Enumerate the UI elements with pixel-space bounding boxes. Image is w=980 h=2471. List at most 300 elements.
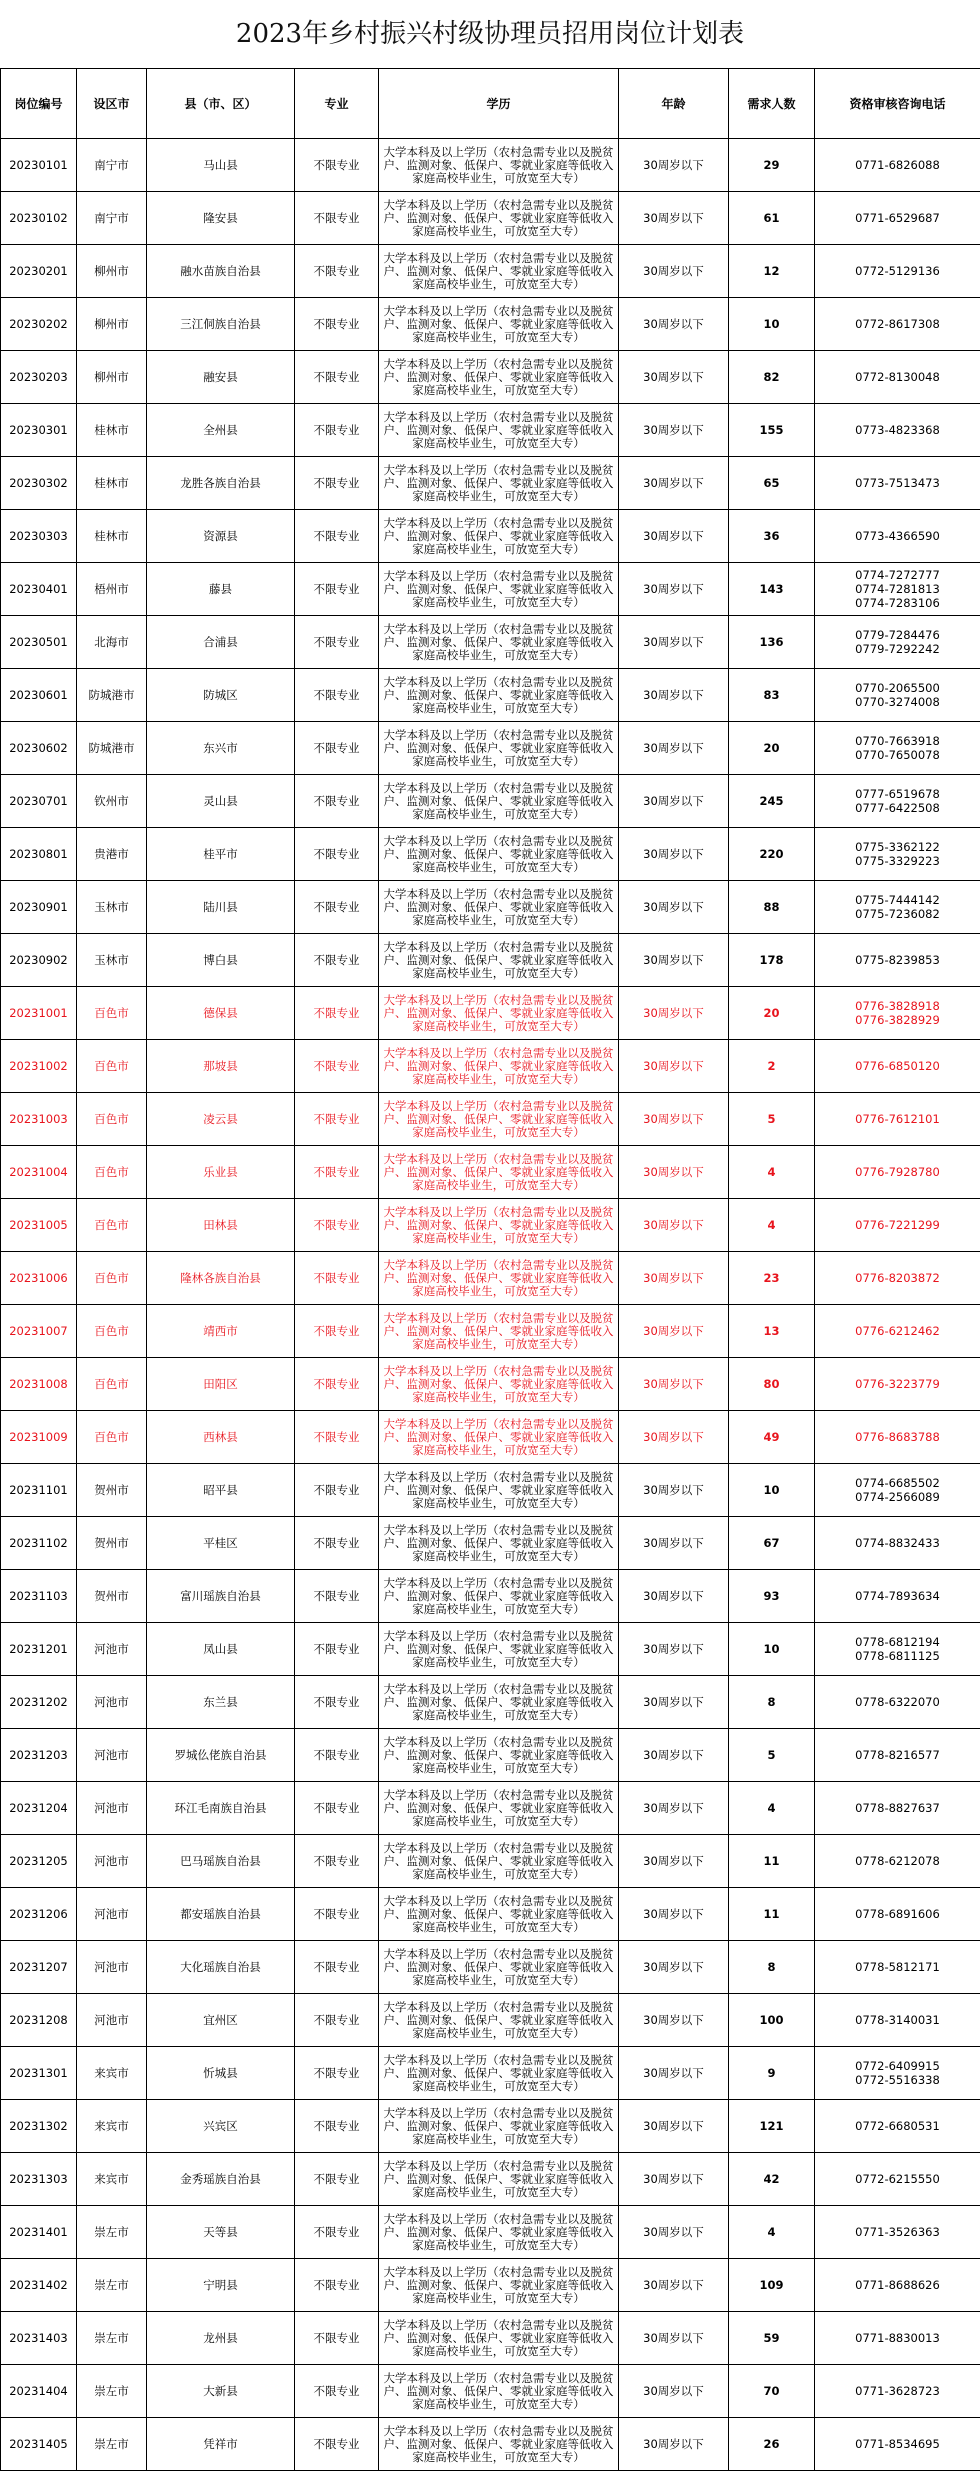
cell-age: 30周岁以下: [619, 2259, 729, 2312]
cell-count: 109: [729, 2259, 815, 2312]
table-row: [1, 2259, 980, 2312]
cell-major: 不限专业: [295, 2365, 379, 2418]
cell-county: 防城区: [147, 669, 295, 722]
cell-phone: 0776-3828918 0776-3828929: [815, 987, 980, 1040]
cell-age: 30周岁以下: [619, 1994, 729, 2047]
cell-county: 德保县: [147, 987, 295, 1040]
cell-county: 乐业县: [147, 1146, 295, 1199]
table-row: [1, 351, 980, 404]
cell-major: 不限专业: [295, 1358, 379, 1411]
cell-phone: 0773-7513473: [815, 457, 980, 510]
cell-county: 西林县: [147, 1411, 295, 1464]
cell-city: 崇左市: [77, 2365, 147, 2418]
cell-major: 不限专业: [295, 1464, 379, 1517]
table-row: [1, 1358, 980, 1411]
cell-count: 155: [729, 404, 815, 457]
cell-position-code: 20231403: [1, 2312, 77, 2365]
cell-position-code: 20231001: [1, 987, 77, 1040]
cell-age: 30周岁以下: [619, 1040, 729, 1093]
cell-position-code: 20231303: [1, 2153, 77, 2206]
table-row: [1, 457, 980, 510]
cell-education: 大学本科及以上学历（农村急需专业以及脱贫户、监测对象、低保户、零就业家庭等低收入家庭高校毕业生，可放宽至大专）: [379, 510, 619, 563]
cell-position-code: 20230901: [1, 881, 77, 934]
cell-age: 30周岁以下: [619, 2153, 729, 2206]
cell-major: 不限专业: [295, 1093, 379, 1146]
cell-count: 2: [729, 1040, 815, 1093]
cell-county: 隆林各族自治县: [147, 1252, 295, 1305]
cell-county: 大新县: [147, 2365, 295, 2418]
table-row: [1, 2312, 980, 2365]
cell-county: 天等县: [147, 2206, 295, 2259]
table-row: [1, 2206, 980, 2259]
cell-phone: 0772-8617308: [815, 298, 980, 351]
table-row: [1, 1411, 980, 1464]
cell-position-code: 20230302: [1, 457, 77, 510]
cell-education: 大学本科及以上学历（农村急需专业以及脱贫户、监测对象、低保户、零就业家庭等低收入家庭高校毕业生，可放宽至大专）: [379, 1835, 619, 1888]
cell-age: 30周岁以下: [619, 1941, 729, 1994]
cell-position-code: 20231006: [1, 1252, 77, 1305]
cell-phone: 0777-6519678 0777-6422508: [815, 775, 980, 828]
cell-major: 不限专业: [295, 2100, 379, 2153]
cell-count: 10: [729, 1623, 815, 1676]
cell-age: 30周岁以下: [619, 404, 729, 457]
cell-county: 金秀瑶族自治县: [147, 2153, 295, 2206]
table-row: [1, 1729, 980, 1782]
cell-age: 30周岁以下: [619, 1729, 729, 1782]
cell-phone: 0774-6685502 0774-2566089: [815, 1464, 980, 1517]
cell-education: 大学本科及以上学历（农村急需专业以及脱贫户、监测对象、低保户、零就业家庭等低收入家庭高校毕业生，可放宽至大专）: [379, 775, 619, 828]
cell-count: 20: [729, 722, 815, 775]
cell-city: 河池市: [77, 1941, 147, 1994]
cell-major: 不限专业: [295, 669, 379, 722]
table-row: [1, 1888, 980, 1941]
cell-position-code: 20231102: [1, 1517, 77, 1570]
cell-position-code: 20231101: [1, 1464, 77, 1517]
cell-county: 昭平县: [147, 1464, 295, 1517]
cell-major: 不限专业: [295, 2259, 379, 2312]
cell-county: 融安县: [147, 351, 295, 404]
cell-city: 南宁市: [77, 192, 147, 245]
table-row: [1, 987, 980, 1040]
cell-position-code: 20231009: [1, 1411, 77, 1464]
cell-education: 大学本科及以上学历（农村急需专业以及脱贫户、监测对象、低保户、零就业家庭等低收入家庭高校毕业生，可放宽至大专）: [379, 351, 619, 404]
cell-major: 不限专业: [295, 1941, 379, 1994]
cell-phone: 0776-6212462: [815, 1305, 980, 1358]
cell-major: 不限专业: [295, 722, 379, 775]
cell-education: 大学本科及以上学历（农村急需专业以及脱贫户、监测对象、低保户、零就业家庭等低收入家庭高校毕业生，可放宽至大专）: [379, 2047, 619, 2100]
cell-county: 田林县: [147, 1199, 295, 1252]
cell-city: 河池市: [77, 1835, 147, 1888]
cell-phone: 0774-7893634: [815, 1570, 980, 1623]
table-row: [1, 192, 980, 245]
cell-count: 121: [729, 2100, 815, 2153]
cell-phone: 0775-7444142 0775-7236082: [815, 881, 980, 934]
cell-city: 柳州市: [77, 298, 147, 351]
cell-county: 东兴市: [147, 722, 295, 775]
header-major: 专业: [295, 69, 379, 139]
cell-position-code: 20231404: [1, 2365, 77, 2418]
cell-phone: 0776-7221299: [815, 1199, 980, 1252]
cell-city: 贺州市: [77, 1517, 147, 1570]
cell-phone: 0778-6891606: [815, 1888, 980, 1941]
cell-phone: 0774-8832433: [815, 1517, 980, 1570]
table-row: [1, 510, 980, 563]
cell-age: 30周岁以下: [619, 2100, 729, 2153]
cell-count: 83: [729, 669, 815, 722]
cell-count: 4: [729, 1146, 815, 1199]
cell-phone: 0771-8830013: [815, 2312, 980, 2365]
cell-position-code: 20231302: [1, 2100, 77, 2153]
cell-position-code: 20231007: [1, 1305, 77, 1358]
table-body: [1, 139, 980, 2471]
cell-age: 30周岁以下: [619, 1888, 729, 1941]
cell-major: 不限专业: [295, 616, 379, 669]
cell-phone: 0774-7272777 0774-7281813 0774-7283106: [815, 563, 980, 616]
cell-phone: 0773-4823368: [815, 404, 980, 457]
table-row: [1, 2047, 980, 2100]
cell-major: 不限专业: [295, 987, 379, 1040]
cell-age: 30周岁以下: [619, 192, 729, 245]
cell-county: 龙胜各族自治县: [147, 457, 295, 510]
cell-position-code: 20230401: [1, 563, 77, 616]
cell-count: 67: [729, 1517, 815, 1570]
cell-county: 忻城县: [147, 2047, 295, 2100]
cell-education: 大学本科及以上学历（农村急需专业以及脱贫户、监测对象、低保户、零就业家庭等低收入家庭高校毕业生，可放宽至大专）: [379, 1146, 619, 1199]
cell-county: 桂平市: [147, 828, 295, 881]
cell-position-code: 20230601: [1, 669, 77, 722]
header-age: 年龄: [619, 69, 729, 139]
table-row: [1, 1623, 980, 1676]
cell-position-code: 20231203: [1, 1729, 77, 1782]
cell-education: 大学本科及以上学历（农村急需专业以及脱贫户、监测对象、低保户、零就业家庭等低收入家庭高校毕业生，可放宽至大专）: [379, 934, 619, 987]
cell-phone: 0776-6850120: [815, 1040, 980, 1093]
cell-phone: 0771-6826088: [815, 139, 980, 192]
cell-phone: 0773-4366590: [815, 510, 980, 563]
cell-city: 防城港市: [77, 722, 147, 775]
cell-major: 不限专业: [295, 404, 379, 457]
cell-county: 藤县: [147, 563, 295, 616]
cell-position-code: 20230701: [1, 775, 77, 828]
cell-major: 不限专业: [295, 2153, 379, 2206]
cell-county: 兴宾区: [147, 2100, 295, 2153]
cell-education: 大学本科及以上学历（农村急需专业以及脱贫户、监测对象、低保户、零就业家庭等低收入家庭高校毕业生，可放宽至大专）: [379, 457, 619, 510]
cell-major: 不限专业: [295, 1676, 379, 1729]
cell-education: 大学本科及以上学历（农村急需专业以及脱贫户、监测对象、低保户、零就业家庭等低收入家庭高校毕业生，可放宽至大专）: [379, 1676, 619, 1729]
cell-education: 大学本科及以上学历（农村急需专业以及脱贫户、监测对象、低保户、零就业家庭等低收入家庭高校毕业生，可放宽至大专）: [379, 1040, 619, 1093]
table-row: [1, 2100, 980, 2153]
cell-count: 80: [729, 1358, 815, 1411]
cell-major: 不限专业: [295, 1305, 379, 1358]
cell-city: 梧州市: [77, 563, 147, 616]
table-row: [1, 1040, 980, 1093]
cell-phone: 0775-8239853: [815, 934, 980, 987]
cell-county: 那坡县: [147, 1040, 295, 1093]
cell-count: 88: [729, 881, 815, 934]
cell-position-code: 20231008: [1, 1358, 77, 1411]
cell-age: 30周岁以下: [619, 1782, 729, 1835]
cell-age: 30周岁以下: [619, 2047, 729, 2100]
cell-position-code: 20230202: [1, 298, 77, 351]
cell-phone: 0772-6215550: [815, 2153, 980, 2206]
cell-city: 南宁市: [77, 139, 147, 192]
cell-education: 大学本科及以上学历（农村急需专业以及脱贫户、监测对象、低保户、零就业家庭等低收入家庭高校毕业生，可放宽至大专）: [379, 1517, 619, 1570]
cell-city: 崇左市: [77, 2206, 147, 2259]
cell-county: 陆川县: [147, 881, 295, 934]
cell-age: 30周岁以下: [619, 351, 729, 404]
cell-city: 崇左市: [77, 2418, 147, 2471]
table-row: [1, 2153, 980, 2206]
table-header-row: [1, 69, 980, 139]
cell-position-code: 20230101: [1, 139, 77, 192]
cell-count: 20: [729, 987, 815, 1040]
cell-city: 百色市: [77, 987, 147, 1040]
cell-age: 30周岁以下: [619, 1252, 729, 1305]
cell-education: 大学本科及以上学历（农村急需专业以及脱贫户、监测对象、低保户、零就业家庭等低收入家庭高校毕业生，可放宽至大专）: [379, 1199, 619, 1252]
cell-phone: 0778-8827637: [815, 1782, 980, 1835]
cell-major: 不限专业: [295, 192, 379, 245]
cell-count: 93: [729, 1570, 815, 1623]
cell-major: 不限专业: [295, 457, 379, 510]
cell-education: 大学本科及以上学历（农村急需专业以及脱贫户、监测对象、低保户、零就业家庭等低收入家庭高校毕业生，可放宽至大专）: [379, 404, 619, 457]
cell-major: 不限专业: [295, 2206, 379, 2259]
cell-education: 大学本科及以上学历（农村急需专业以及脱贫户、监测对象、低保户、零就业家庭等低收入家庭高校毕业生，可放宽至大专）: [379, 2206, 619, 2259]
cell-position-code: 20231004: [1, 1146, 77, 1199]
cell-position-code: 20230602: [1, 722, 77, 775]
cell-county: 富川瑶族自治县: [147, 1570, 295, 1623]
cell-phone: 0772-6680531: [815, 2100, 980, 2153]
cell-position-code: 20231003: [1, 1093, 77, 1146]
cell-count: 5: [729, 1729, 815, 1782]
cell-count: 4: [729, 1782, 815, 1835]
cell-position-code: 20230501: [1, 616, 77, 669]
cell-city: 百色市: [77, 1146, 147, 1199]
cell-phone: 0778-6212078: [815, 1835, 980, 1888]
cell-phone: 0776-8683788: [815, 1411, 980, 1464]
cell-education: 大学本科及以上学历（农村急需专业以及脱贫户、监测对象、低保户、零就业家庭等低收入家庭高校毕业生，可放宽至大专）: [379, 1994, 619, 2047]
cell-age: 30周岁以下: [619, 881, 729, 934]
cell-education: 大学本科及以上学历（农村急需专业以及脱贫户、监测对象、低保户、零就业家庭等低收入家庭高校毕业生，可放宽至大专）: [379, 722, 619, 775]
cell-major: 不限专业: [295, 1570, 379, 1623]
header-education: 学历: [379, 69, 619, 139]
table-row: [1, 298, 980, 351]
table-row: [1, 1941, 980, 1994]
cell-county: 灵山县: [147, 775, 295, 828]
cell-count: 59: [729, 2312, 815, 2365]
cell-phone: 0778-8216577: [815, 1729, 980, 1782]
cell-county: 巴马瑶族自治县: [147, 1835, 295, 1888]
cell-education: 大学本科及以上学历（农村急需专业以及脱贫户、监测对象、低保户、零就业家庭等低收入家庭高校毕业生，可放宽至大专）: [379, 1305, 619, 1358]
cell-education: 大学本科及以上学历（农村急需专业以及脱贫户、监测对象、低保户、零就业家庭等低收入家庭高校毕业生，可放宽至大专）: [379, 1623, 619, 1676]
cell-major: 不限专业: [295, 1146, 379, 1199]
table-row: [1, 2418, 980, 2471]
cell-county: 三江侗族自治县: [147, 298, 295, 351]
cell-city: 桂林市: [77, 510, 147, 563]
cell-count: 143: [729, 563, 815, 616]
cell-phone: 0778-6322070: [815, 1676, 980, 1729]
cell-major: 不限专业: [295, 1782, 379, 1835]
cell-major: 不限专业: [295, 1888, 379, 1941]
cell-major: 不限专业: [295, 1252, 379, 1305]
cell-age: 30周岁以下: [619, 1305, 729, 1358]
cell-age: 30周岁以下: [619, 1093, 729, 1146]
cell-age: 30周岁以下: [619, 669, 729, 722]
cell-major: 不限专业: [295, 1623, 379, 1676]
cell-major: 不限专业: [295, 510, 379, 563]
table-row: [1, 775, 980, 828]
cell-age: 30周岁以下: [619, 616, 729, 669]
table-row: [1, 1093, 980, 1146]
cell-position-code: 20231002: [1, 1040, 77, 1093]
cell-phone: 0775-3362122 0775-3329223: [815, 828, 980, 881]
cell-city: 崇左市: [77, 2259, 147, 2312]
table-row: [1, 722, 980, 775]
cell-city: 百色市: [77, 1199, 147, 1252]
cell-phone: 0772-5129136: [815, 245, 980, 298]
cell-major: 不限专业: [295, 1040, 379, 1093]
cell-major: 不限专业: [295, 1411, 379, 1464]
cell-age: 30周岁以下: [619, 2312, 729, 2365]
cell-age: 30周岁以下: [619, 934, 729, 987]
cell-major: 不限专业: [295, 881, 379, 934]
cell-county: 全州县: [147, 404, 295, 457]
cell-county: 凤山县: [147, 1623, 295, 1676]
cell-city: 柳州市: [77, 351, 147, 404]
cell-phone: 0772-8130048: [815, 351, 980, 404]
cell-count: 70: [729, 2365, 815, 2418]
cell-city: 河池市: [77, 1729, 147, 1782]
cell-city: 贺州市: [77, 1570, 147, 1623]
cell-count: 49: [729, 1411, 815, 1464]
cell-phone: 0770-2065500 0770-3274008: [815, 669, 980, 722]
cell-major: 不限专业: [295, 775, 379, 828]
cell-education: 大学本科及以上学历（农村急需专业以及脱贫户、监测对象、低保户、零就业家庭等低收入家庭高校毕业生，可放宽至大专）: [379, 1358, 619, 1411]
cell-count: 23: [729, 1252, 815, 1305]
cell-age: 30周岁以下: [619, 987, 729, 1040]
cell-count: 42: [729, 2153, 815, 2206]
cell-count: 9: [729, 2047, 815, 2100]
header-position-code: 岗位编号: [1, 69, 77, 139]
cell-phone: 0771-3628723: [815, 2365, 980, 2418]
cell-count: 5: [729, 1093, 815, 1146]
table-row: [1, 563, 980, 616]
cell-count: 8: [729, 1676, 815, 1729]
cell-city: 百色市: [77, 1040, 147, 1093]
table-row: [1, 1146, 980, 1199]
cell-age: 30周岁以下: [619, 298, 729, 351]
cell-city: 崇左市: [77, 2312, 147, 2365]
header-count: 需求人数: [729, 69, 815, 139]
cell-county: 隆安县: [147, 192, 295, 245]
cell-count: 65: [729, 457, 815, 510]
cell-position-code: 20231204: [1, 1782, 77, 1835]
cell-county: 东兰县: [147, 1676, 295, 1729]
cell-count: 26: [729, 2418, 815, 2471]
cell-position-code: 20230102: [1, 192, 77, 245]
cell-position-code: 20230902: [1, 934, 77, 987]
cell-position-code: 20231402: [1, 2259, 77, 2312]
cell-city: 河池市: [77, 1888, 147, 1941]
cell-education: 大学本科及以上学历（农村急需专业以及脱贫户、监测对象、低保户、零就业家庭等低收入家庭高校毕业生，可放宽至大专）: [379, 2418, 619, 2471]
cell-education: 大学本科及以上学历（农村急需专业以及脱贫户、监测对象、低保户、零就业家庭等低收入家庭高校毕业生，可放宽至大专）: [379, 1888, 619, 1941]
cell-city: 桂林市: [77, 404, 147, 457]
page-title: 2023年乡村振兴村级协理员招用岗位计划表: [0, 0, 980, 68]
cell-age: 30周岁以下: [619, 1411, 729, 1464]
cell-county: 平桂区: [147, 1517, 295, 1570]
cell-education: 大学本科及以上学历（农村急需专业以及脱贫户、监测对象、低保户、零就业家庭等低收入家庭高校毕业生，可放宽至大专）: [379, 669, 619, 722]
cell-county: 田阳区: [147, 1358, 295, 1411]
cell-county: 资源县: [147, 510, 295, 563]
cell-city: 百色市: [77, 1305, 147, 1358]
cell-city: 河池市: [77, 1676, 147, 1729]
cell-county: 凌云县: [147, 1093, 295, 1146]
table-row: [1, 1464, 980, 1517]
table-row: [1, 1676, 980, 1729]
cell-education: 大学本科及以上学历（农村急需专业以及脱贫户、监测对象、低保户、零就业家庭等低收入家庭高校毕业生，可放宽至大专）: [379, 139, 619, 192]
table-row: [1, 1835, 980, 1888]
header-county: 县（市、区）: [147, 69, 295, 139]
cell-city: 百色市: [77, 1411, 147, 1464]
cell-education: 大学本科及以上学历（农村急需专业以及脱贫户、监测对象、低保户、零就业家庭等低收入家庭高校毕业生，可放宽至大专）: [379, 1464, 619, 1517]
table-row: [1, 404, 980, 457]
cell-count: 10: [729, 1464, 815, 1517]
cell-education: 大学本科及以上学历（农村急需专业以及脱贫户、监测对象、低保户、零就业家庭等低收入家庭高校毕业生，可放宽至大专）: [379, 1252, 619, 1305]
cell-phone: 0771-8534695: [815, 2418, 980, 2471]
cell-phone: 0771-8688626: [815, 2259, 980, 2312]
cell-city: 北海市: [77, 616, 147, 669]
cell-age: 30周岁以下: [619, 563, 729, 616]
cell-city: 桂林市: [77, 457, 147, 510]
cell-age: 30周岁以下: [619, 1835, 729, 1888]
cell-count: 36: [729, 510, 815, 563]
header-city: 设区市: [77, 69, 147, 139]
cell-city: 来宾市: [77, 2100, 147, 2153]
cell-phone: 0776-7928780: [815, 1146, 980, 1199]
cell-phone: 0778-3140031: [815, 1994, 980, 2047]
cell-city: 河池市: [77, 1623, 147, 1676]
cell-county: 凭祥市: [147, 2418, 295, 2471]
cell-age: 30周岁以下: [619, 1358, 729, 1411]
cell-education: 大学本科及以上学历（农村急需专业以及脱贫户、监测对象、低保户、零就业家庭等低收入家庭高校毕业生，可放宽至大专）: [379, 563, 619, 616]
table-row: [1, 881, 980, 934]
cell-age: 30周岁以下: [619, 1146, 729, 1199]
table-row: [1, 934, 980, 987]
cell-count: 178: [729, 934, 815, 987]
cell-county: 环江毛南族自治县: [147, 1782, 295, 1835]
cell-major: 不限专业: [295, 351, 379, 404]
cell-county: 都安瑶族自治县: [147, 1888, 295, 1941]
cell-education: 大学本科及以上学历（农村急需专业以及脱贫户、监测对象、低保户、零就业家庭等低收入家庭高校毕业生，可放宽至大专）: [379, 2153, 619, 2206]
cell-position-code: 20230303: [1, 510, 77, 563]
cell-county: 大化瑶族自治县: [147, 1941, 295, 1994]
table-row: [1, 1252, 980, 1305]
cell-phone: 0771-3526363: [815, 2206, 980, 2259]
cell-phone: 0776-3223779: [815, 1358, 980, 1411]
cell-city: 百色市: [77, 1093, 147, 1146]
table-row: [1, 1199, 980, 1252]
table-row: [1, 245, 980, 298]
cell-education: 大学本科及以上学历（农村急需专业以及脱贫户、监测对象、低保户、零就业家庭等低收入家庭高校毕业生，可放宽至大专）: [379, 192, 619, 245]
cell-major: 不限专业: [295, 139, 379, 192]
cell-phone: 0776-7612101: [815, 1093, 980, 1146]
cell-major: 不限专业: [295, 563, 379, 616]
cell-age: 30周岁以下: [619, 2206, 729, 2259]
cell-age: 30周岁以下: [619, 457, 729, 510]
table-row: [1, 2365, 980, 2418]
cell-education: 大学本科及以上学历（农村急需专业以及脱贫户、监测对象、低保户、零就业家庭等低收入家庭高校毕业生，可放宽至大专）: [379, 2100, 619, 2153]
table-row: [1, 669, 980, 722]
table-row: [1, 1994, 980, 2047]
cell-position-code: 20231202: [1, 1676, 77, 1729]
